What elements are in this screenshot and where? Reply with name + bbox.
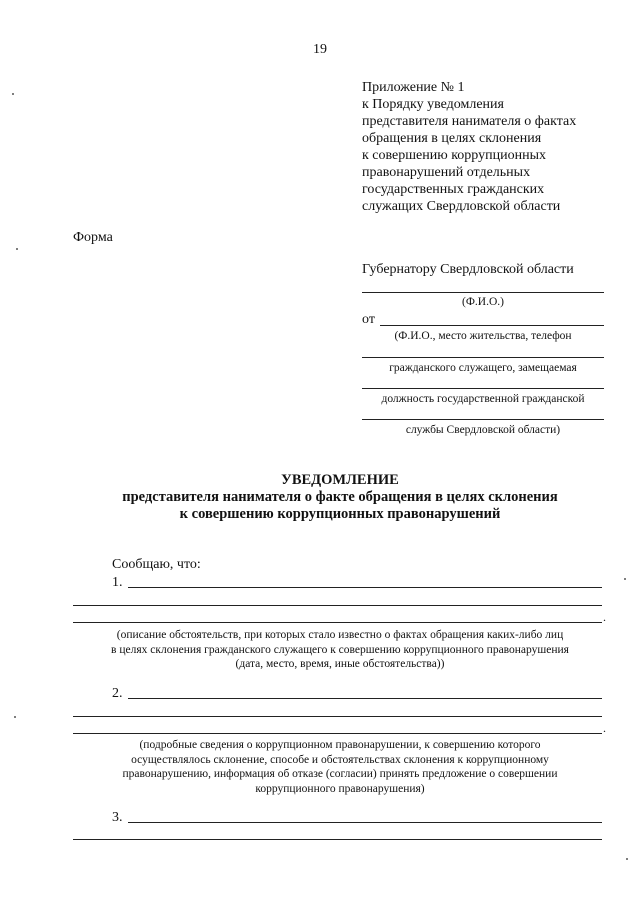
document-subtitle: представителя нанимателя о факте обращения в целях склонения — [122, 489, 558, 505]
document-title: УВЕДОМЛЕНИЕ — [281, 472, 399, 488]
scan-speck — [16, 248, 18, 250]
document-subtitle: к совершению коррупционных правонарушений — [179, 506, 501, 522]
line-end-period: . — [603, 721, 606, 735]
scan-speck — [14, 716, 16, 718]
item-blank-line — [73, 622, 602, 623]
item-blank-line — [73, 716, 602, 717]
line-end-period: . — [603, 610, 606, 624]
item-blank-line — [73, 605, 602, 606]
appendix-line: Приложение № 1 — [362, 80, 465, 95]
appendix-header — [362, 79, 632, 215]
fio-caption: (Ф.И.О.) — [462, 296, 504, 308]
item-note — [70, 628, 610, 672]
fio-blank-line — [362, 292, 604, 293]
intro-text: Сообщаю, что: — [112, 557, 201, 572]
sender-blank-line — [362, 388, 604, 389]
page-number: 19 — [313, 42, 327, 57]
addressee-title: Губернатору Свердловской области — [362, 262, 574, 277]
item-note-line: (описание обстоятельств, при которых стало известно о фактах обращения каких-либо лиц — [116, 629, 564, 641]
item-note — [70, 738, 610, 796]
scan-speck — [12, 93, 14, 95]
appendix-line: обращения в целях склонения — [362, 131, 542, 146]
item-blank-line — [73, 733, 602, 734]
sender-caption: должность государственной гражданской — [381, 393, 585, 405]
item-note-line: правонарушению, информация об отказе (согласии) принять предложение о совершении — [122, 768, 558, 780]
item-note-line: в целях склонения гражданского служащего к совершению коррупционного правонарушения — [111, 643, 569, 656]
from-label: от — [362, 312, 375, 327]
appendix-line: к Порядку уведомления — [362, 97, 504, 112]
item-note-line: коррупционного правонарушения) — [255, 782, 425, 795]
item-blank-line — [128, 587, 602, 588]
item-number: 3. — [112, 810, 123, 825]
appendix-line: к совершению коррупционных — [362, 148, 546, 163]
appendix-line: представителя нанимателя о фактах — [362, 114, 577, 129]
item-note-line: (дата, место, время, иные обстоятельства)) — [235, 658, 445, 670]
item-blank-line — [128, 822, 602, 823]
item-blank-line — [128, 698, 602, 699]
item-note-line: (подробные сведения о коррупционном правонарушении, к совершению которого — [139, 739, 541, 751]
item-number: 1. — [112, 575, 123, 590]
scan-speck — [626, 858, 628, 860]
item-number: 2. — [112, 686, 123, 701]
from-blank-line — [380, 325, 604, 326]
appendix-line: правонарушений отдельных — [362, 165, 531, 180]
sender-blank-line — [362, 357, 604, 358]
appendix-line: государственных гражданских — [362, 182, 545, 197]
form-label: Форма — [73, 230, 113, 245]
sender-blank-line — [362, 419, 604, 420]
sender-caption: (Ф.И.О., место жительства, телефон — [394, 330, 572, 342]
item-note-line: осуществлялось склонение, способе и обстоятельствах склонения к коррупционному — [131, 753, 549, 766]
item-blank-line — [73, 839, 602, 840]
sender-caption: гражданского служащего, замещаемая — [389, 362, 577, 374]
sender-caption: службы Свердловской области) — [405, 424, 561, 436]
appendix-line: служащих Свердловской области — [362, 199, 561, 214]
scan-speck — [624, 578, 626, 580]
